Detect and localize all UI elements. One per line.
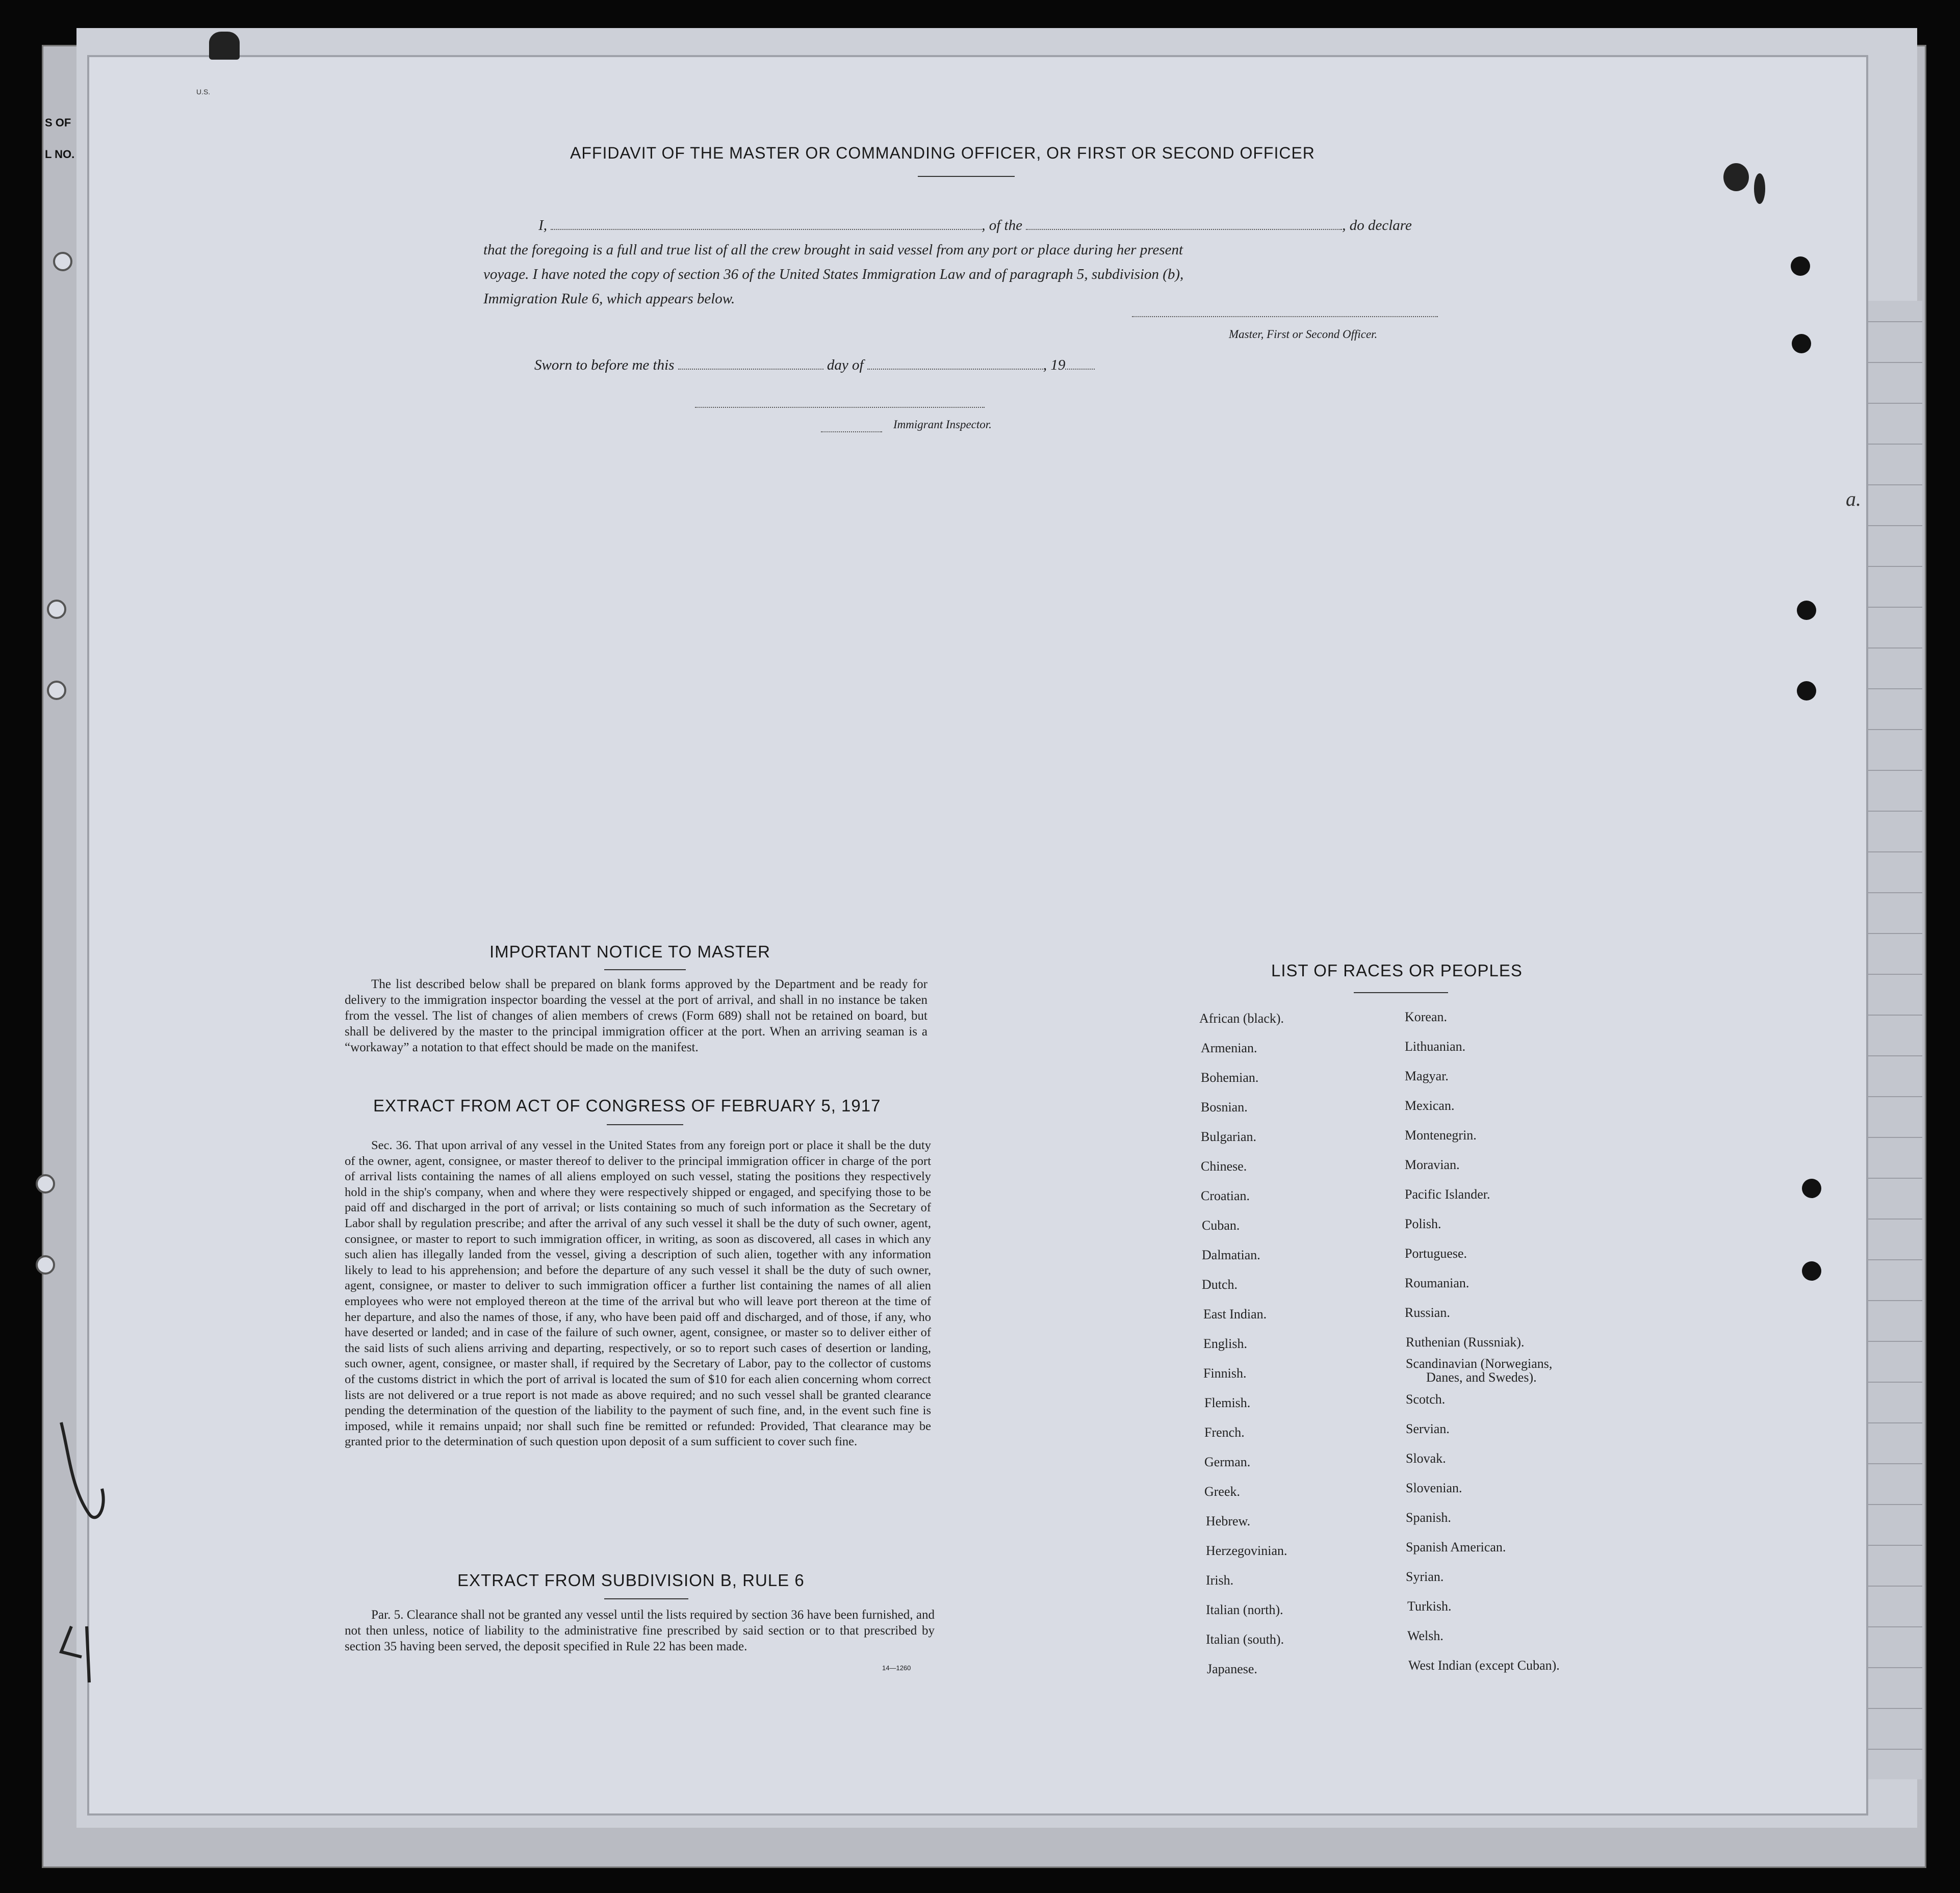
declarant-label: I, bbox=[538, 217, 547, 234]
inspector-signature-line[interactable] bbox=[695, 407, 985, 408]
race-item: Greek. bbox=[1204, 1484, 1241, 1499]
torn-corner-mark bbox=[209, 32, 240, 60]
race-item: Herzegovinian. bbox=[1206, 1543, 1287, 1558]
race-item: Montenegrin. bbox=[1405, 1128, 1477, 1143]
race-item: Bohemian. bbox=[1201, 1070, 1259, 1085]
race-item: Polish. bbox=[1405, 1216, 1441, 1231]
race-item: Finnish. bbox=[1203, 1366, 1247, 1381]
race-item: Hebrew. bbox=[1206, 1514, 1251, 1528]
notice-title-rule bbox=[604, 969, 686, 970]
notice-title: IMPORTANT NOTICE TO MASTER bbox=[489, 942, 771, 961]
margin-annotation: a. bbox=[1846, 487, 1861, 510]
punch-hole bbox=[1792, 334, 1811, 353]
race-item: Russian. bbox=[1405, 1305, 1450, 1320]
race-item: West Indian (except Cuban). bbox=[1408, 1658, 1560, 1673]
act-title-rule bbox=[607, 1124, 683, 1125]
notice-text: The list described below shall be prepared on blank forms approved by the Department and be ready for delivery to the immigration inspector boarding the vessel at the port of arrival, and shall in no instance be taken from the vessel. The list of changes of alien members of crews (Form 689) shall not be retained on board, but shall be delivered by the master to the principal immigration officer at the port. When an arriving seaman is a “workaway” a notation to that effect should be made on the manifest. bbox=[345, 977, 927, 1054]
race-item: Irish. bbox=[1206, 1573, 1234, 1588]
race-item: Moravian. bbox=[1405, 1157, 1460, 1172]
race-item: Spanish American. bbox=[1406, 1540, 1506, 1554]
sworn-day-field[interactable] bbox=[678, 369, 823, 370]
race-item: Mexican. bbox=[1405, 1098, 1455, 1113]
day-of-label: day of bbox=[827, 357, 864, 373]
declarant-name-field[interactable] bbox=[551, 229, 982, 230]
race-item: Croatian. bbox=[1201, 1188, 1250, 1203]
year-prefix: , 19 bbox=[1043, 357, 1066, 373]
race-item: Roumanian. bbox=[1405, 1276, 1469, 1290]
race-item: Servian. bbox=[1406, 1421, 1450, 1436]
race-item: Dalmatian. bbox=[1202, 1248, 1260, 1262]
race-item: Turkish. bbox=[1407, 1599, 1452, 1614]
race-item: Bulgarian. bbox=[1201, 1129, 1257, 1144]
underlying-ledger-strip bbox=[1866, 301, 1922, 1779]
sworn-month-field[interactable] bbox=[867, 369, 1043, 370]
punch-hole bbox=[36, 1174, 55, 1194]
master-signature-label: Master, First or Second Officer. bbox=[1229, 328, 1378, 341]
race-item: Cuban. bbox=[1202, 1218, 1240, 1233]
race-item: Welsh. bbox=[1407, 1628, 1443, 1643]
sworn-statement bbox=[534, 357, 1095, 374]
race-item: East Indian. bbox=[1203, 1307, 1267, 1321]
race-item: French. bbox=[1204, 1425, 1245, 1440]
race-item: Scandinavian (Norwegians, bbox=[1406, 1356, 1553, 1371]
race-item: Slovak. bbox=[1406, 1451, 1446, 1466]
of-the-label: , of the bbox=[982, 217, 1022, 234]
left-edge-line-1: S OF bbox=[45, 116, 71, 129]
punch-hole bbox=[47, 681, 66, 700]
declaration-line-3: voyage. I have noted the copy of section 36 of the United States Immigration Law and of paragraph 5, subdivision (b), bbox=[483, 266, 1184, 282]
declaration-line-4: Immigration Rule 6, which appears below. bbox=[483, 291, 735, 307]
race-item: Ruthenian (Russniak). bbox=[1406, 1335, 1525, 1350]
punch-hole bbox=[47, 600, 66, 619]
inspector-signature-dots bbox=[821, 431, 882, 432]
form-page bbox=[89, 57, 1866, 1813]
race-item: Flemish. bbox=[1204, 1395, 1251, 1410]
race-item: Bosnian. bbox=[1201, 1100, 1248, 1114]
title-rule bbox=[918, 176, 1015, 177]
declaration-line-2: that the foregoing is a full and true list of all the crew brought in said vessel from any port or place during her present bbox=[483, 242, 1183, 258]
punch-hole bbox=[1797, 601, 1816, 620]
race-item: Magyar. bbox=[1405, 1069, 1449, 1083]
punch-hole bbox=[1802, 1179, 1821, 1198]
punch-hole bbox=[53, 252, 72, 271]
race-item: Slovenian. bbox=[1406, 1481, 1462, 1495]
race-item: Pacific Islander. bbox=[1405, 1187, 1490, 1202]
race-item: African (black). bbox=[1199, 1011, 1284, 1026]
ink-blot bbox=[1723, 163, 1749, 191]
race-item: English. bbox=[1203, 1336, 1247, 1351]
race-item: German. bbox=[1204, 1455, 1251, 1469]
sworn-label: Sworn to before me this bbox=[534, 357, 675, 373]
rule-extract-text: Par. 5. Clearance shall not be granted any vessel until the lists required by section 36 have been furnished, and not then unless, notice of liability to the administrative fine prescribed by said section or to that prescribed by section 35 having been served, the deposit specified in Rule 22 has been made. bbox=[345, 1608, 935, 1653]
left-edge-fragment bbox=[45, 107, 74, 170]
sworn-year-field[interactable] bbox=[1065, 369, 1095, 370]
form-number: 14—1260 bbox=[882, 1664, 911, 1672]
ink-blot bbox=[1754, 173, 1765, 204]
handwritten-margin-mark bbox=[41, 1412, 112, 1698]
punch-hole bbox=[1802, 1261, 1821, 1281]
do-declare-label: , do declare bbox=[1342, 217, 1412, 234]
race-item: Chinese. bbox=[1201, 1159, 1247, 1174]
race-item: Scotch. bbox=[1406, 1392, 1446, 1407]
race-item: Lithuanian. bbox=[1405, 1039, 1466, 1054]
corner-mark: U.S. bbox=[196, 88, 211, 96]
master-signature-line[interactable] bbox=[1132, 316, 1438, 317]
affidavit-title: AFFIDAVIT OF THE MASTER OR COMMANDING OFFICER, OR FIRST OR SECOND OFFICER bbox=[570, 144, 1315, 162]
race-item: Portuguese. bbox=[1405, 1246, 1467, 1261]
affidavit-declaration bbox=[483, 213, 1452, 311]
race-item: Syrian. bbox=[1406, 1569, 1444, 1584]
act-extract-title: EXTRACT FROM ACT OF CONGRESS OF FEBRUARY 5, 1917 bbox=[373, 1096, 881, 1115]
rule-extract-title: EXTRACT FROM SUBDIVISION B, RULE 6 bbox=[457, 1571, 805, 1590]
races-title-rule bbox=[1354, 992, 1448, 993]
act-extract-text: Sec. 36. That upon arrival of any vessel in the United States from any foreign port or place it shall be the duty of the owner, agent, consignee, or master thereof to deliver to the principal immigration officer in charge of the port of arrival lists containing the names of all aliens employed on such vessel, stating the positions they respectively hold in the ship's company, when and where they were respectively shipped or engaged, and specifying those to be paid off and discharged in the port of arrival; or lists containing so much of such information as the Secretary of Labor shall by regulation prescribe; and after the arrival of any such vessel it shall be the duty of such owner, agent, consignee, or master to report to such immigration officer, in writing, as soon as discovered, all cases in which any such alien has illegally landed from the vessel, giving a description of such alien, together with any information likely to lead to his apprehension; and before the departure of any such vessel it shall be the duty of such owner, agent, consignee, or master to deliver to such immigration officer a further list containing the names of all alien employees who were not employed thereon at the time of the arrival but who will leave port thereon at the time of her departure, and also the names of those, if any, who have been paid off and discharged, and of those, if any, who have deserted or landed; and in case of the failure of such owner, agent, consignee, or master so to deliver either of the said lists of such aliens arriving and departing, respectively, or so to report such cases of desertion or landing, such owner, agent, consignee, or master shall, if required by the Secretary of Labor, pay to the collector of customs of the customs district in which the port of arrival is located the sum of $10 for each alien concerning whom correct lists are not delivered or a true report is not made as above required; and no such vessel shall be granted clearance pending the determination of the question of the liability to the payment of such fine, and, in the event such fine is imposed, while it remains unpaid; nor shall such fine be remitted or refunded: Provided, That clearance may be granted prior to the determination of such question upon deposit of a sum sufficient to cover such fine. bbox=[345, 1138, 931, 1449]
race-item: Armenian. bbox=[1201, 1041, 1257, 1055]
vessel-name-field[interactable] bbox=[1026, 229, 1342, 230]
punch-hole bbox=[1797, 681, 1816, 701]
race-item: Dutch. bbox=[1202, 1277, 1238, 1292]
inspector-label: Immigrant Inspector. bbox=[893, 418, 992, 431]
race-item: Korean. bbox=[1405, 1009, 1448, 1024]
races-title: LIST OF RACES OR PEOPLES bbox=[1271, 961, 1523, 980]
punch-hole bbox=[1791, 256, 1810, 276]
race-item: Spanish. bbox=[1406, 1510, 1451, 1525]
race-item: Japanese. bbox=[1207, 1662, 1257, 1676]
rule-title-rule bbox=[604, 1598, 688, 1599]
left-edge-line-2: L NO. bbox=[45, 148, 75, 161]
race-item: Danes, and Swedes). bbox=[1426, 1370, 1537, 1385]
punch-hole bbox=[36, 1255, 55, 1275]
race-item: Italian (north). bbox=[1206, 1602, 1283, 1617]
race-item: Italian (south). bbox=[1206, 1632, 1284, 1647]
